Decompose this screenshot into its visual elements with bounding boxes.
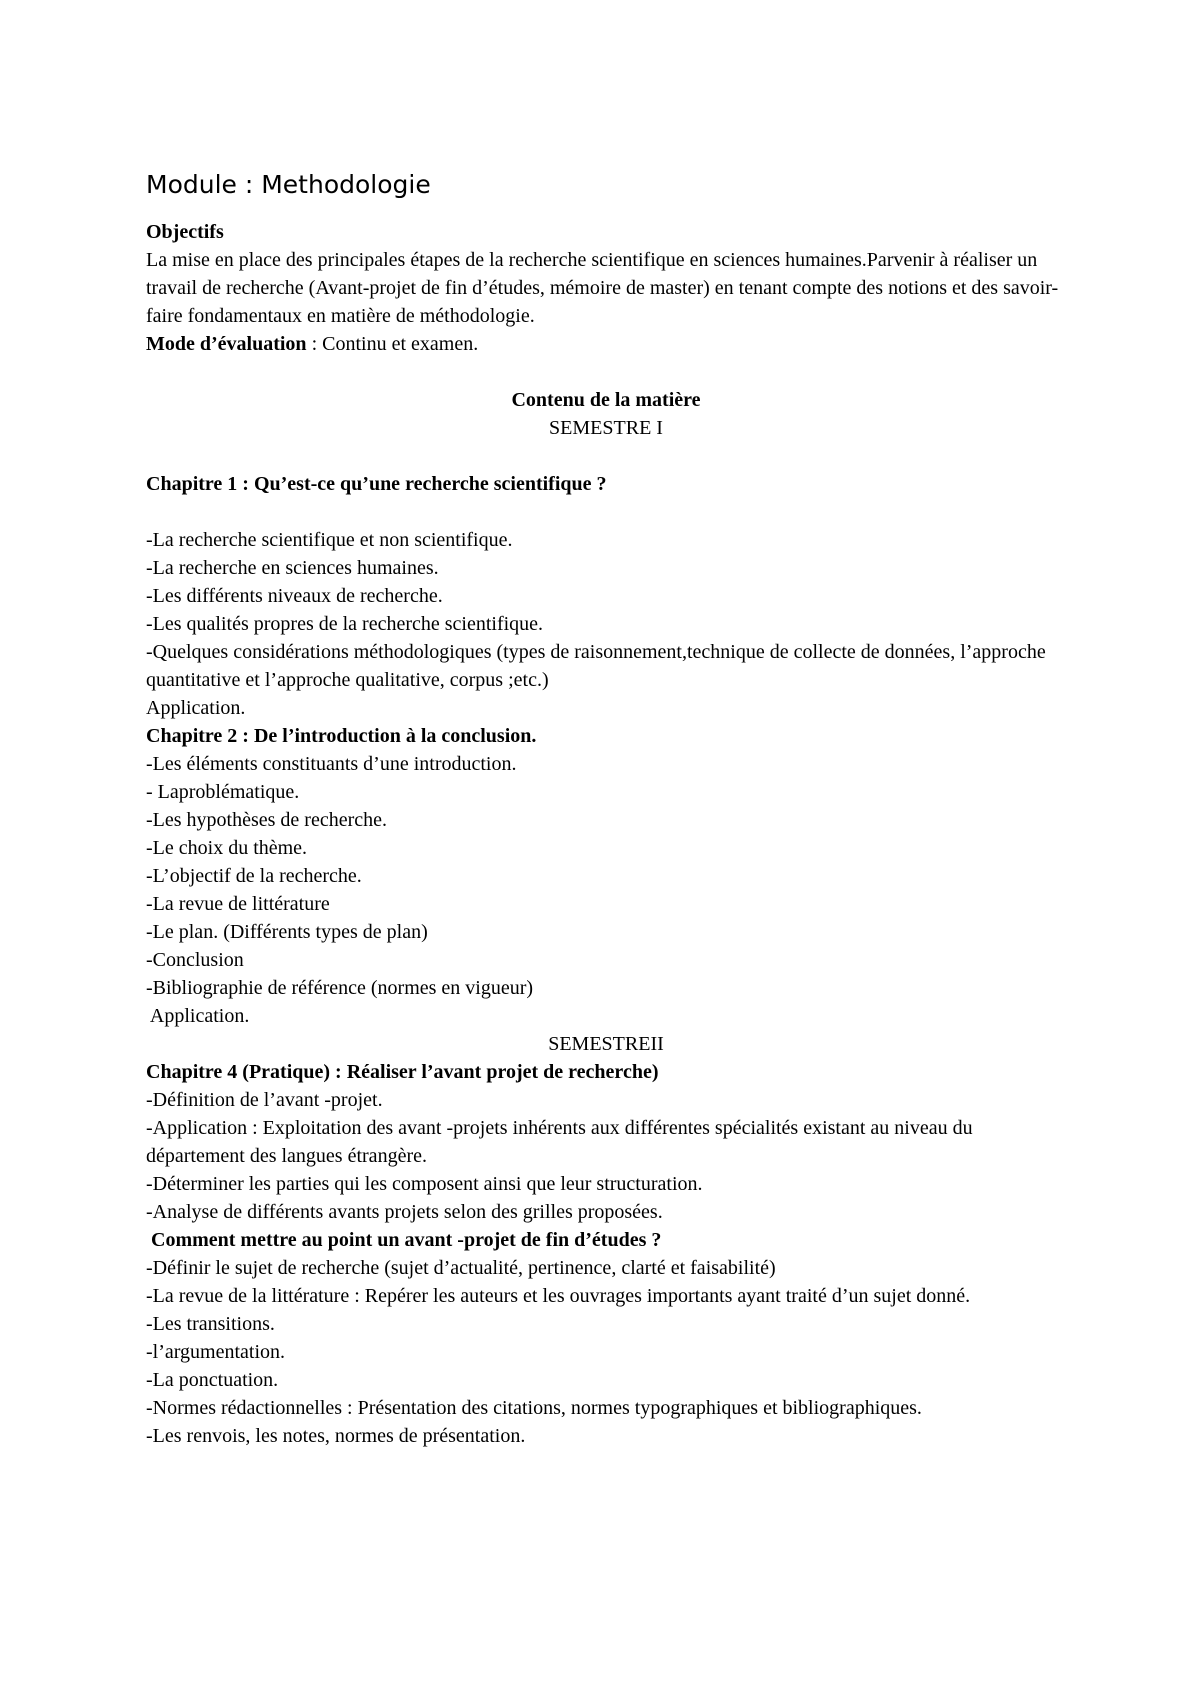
chapitre-4-item: -Application : Exploitation des avant -projets inhérents aux différentes spécialités existant au niveau du département des langues étrangère.: [146, 1117, 973, 1167]
chapitre-1-item: Application.: [146, 697, 246, 719]
comment-section-title: Comment mettre au point un avant -projet de fin d’études ?: [146, 1229, 662, 1251]
document-page: [146, 168, 1066, 1450]
comment-section-item: -La revue de la littérature : Repérer les auteurs et les ouvrages importants ayant traité d’un sujet donné.: [146, 1285, 971, 1307]
chapitre-4-item: -Analyse de différents avants projets selon des grilles proposées.: [146, 1201, 663, 1223]
chapitre-1-item: -Quelques considérations méthodologiques (types de raisonnement,technique de collecte de données, l’approche quantitative et l’approche qualitative, corpus ;etc.): [146, 641, 1046, 691]
chapitre-1-item: -La recherche scientifique et non scientifique.: [146, 529, 513, 551]
chapitre-1-item: -Les qualités propres de la recherche scientifique.: [146, 613, 544, 635]
chapitre-2-item: -La revue de littérature: [146, 893, 330, 915]
chapitre-1-title: Chapitre 1 : Qu’est-ce qu’une recherche scientifique ?: [146, 473, 607, 495]
module-title: Module : Methodologie: [146, 170, 431, 199]
chapitre-2-item: -Bibliographie de référence (normes en vigueur): [146, 977, 534, 999]
comment-section-item: -l’argumentation.: [146, 1341, 286, 1363]
evaluation-line: [146, 330, 1066, 358]
comment-section-item: -Les renvois, les notes, normes de présentation.: [146, 1425, 526, 1447]
objectifs-heading: Objectifs: [146, 221, 224, 243]
evaluation-label: Mode d’évaluation: [146, 333, 307, 355]
chapitre-4-item: -Définition de l’avant -projet.: [146, 1089, 383, 1111]
objectifs-text: La mise en place des principales étapes de la recherche scientifique en sciences humaines.Parvenir à réaliser un travail de recherche (Avant-projet de fin d’études, mémoire de master) en tenant compte des notions et des savoir-faire fondamentaux en matière de méthodologie.: [146, 249, 1059, 327]
chapitre-2-item: Application.: [146, 1005, 250, 1027]
semestre-1-heading: SEMESTRE I: [549, 417, 663, 439]
chapitre-2-item: -Les hypothèses de recherche.: [146, 809, 387, 831]
comment-section-item: -La ponctuation.: [146, 1369, 279, 1391]
chapitre-2-item: -L’objectif de la recherche.: [146, 865, 362, 887]
chapitre-2-item: -Conclusion: [146, 949, 244, 971]
comment-section-item: -Normes rédactionnelles : Présentation des citations, normes typographiques et bibliographiques.: [146, 1397, 922, 1419]
chapitre-4-item: -Déterminer les parties qui les composent ainsi que leur structuration.: [146, 1173, 703, 1195]
comment-section-item: -Les transitions.: [146, 1313, 275, 1335]
chapitre-2-item: - Laproblématique.: [146, 781, 300, 803]
chapitre-2-title: Chapitre 2 : De l’introduction à la conclusion.: [146, 725, 537, 747]
evaluation-value: : Continu et examen.: [306, 333, 479, 355]
semestre-2-heading: SEMESTREII: [548, 1033, 664, 1055]
comment-section-item: -Définir le sujet de recherche (sujet d’actualité, pertinence, clarté et faisabilité): [146, 1257, 776, 1279]
chapitre-2-item: -Les éléments constituants d’une introduction.: [146, 753, 517, 775]
chapitre-1-item: -Les différents niveaux de recherche.: [146, 585, 443, 607]
chapitre-2-item: -Le plan. (Différents types de plan): [146, 921, 428, 943]
chapitre-1-item: -La recherche en sciences humaines.: [146, 557, 439, 579]
chapitre-4-title: Chapitre 4 (Pratique) : Réaliser l’avant projet de recherche): [146, 1061, 659, 1083]
chapitre-2-item: -Le choix du thème.: [146, 837, 308, 859]
contenu-heading: Contenu de la matière: [511, 389, 701, 411]
